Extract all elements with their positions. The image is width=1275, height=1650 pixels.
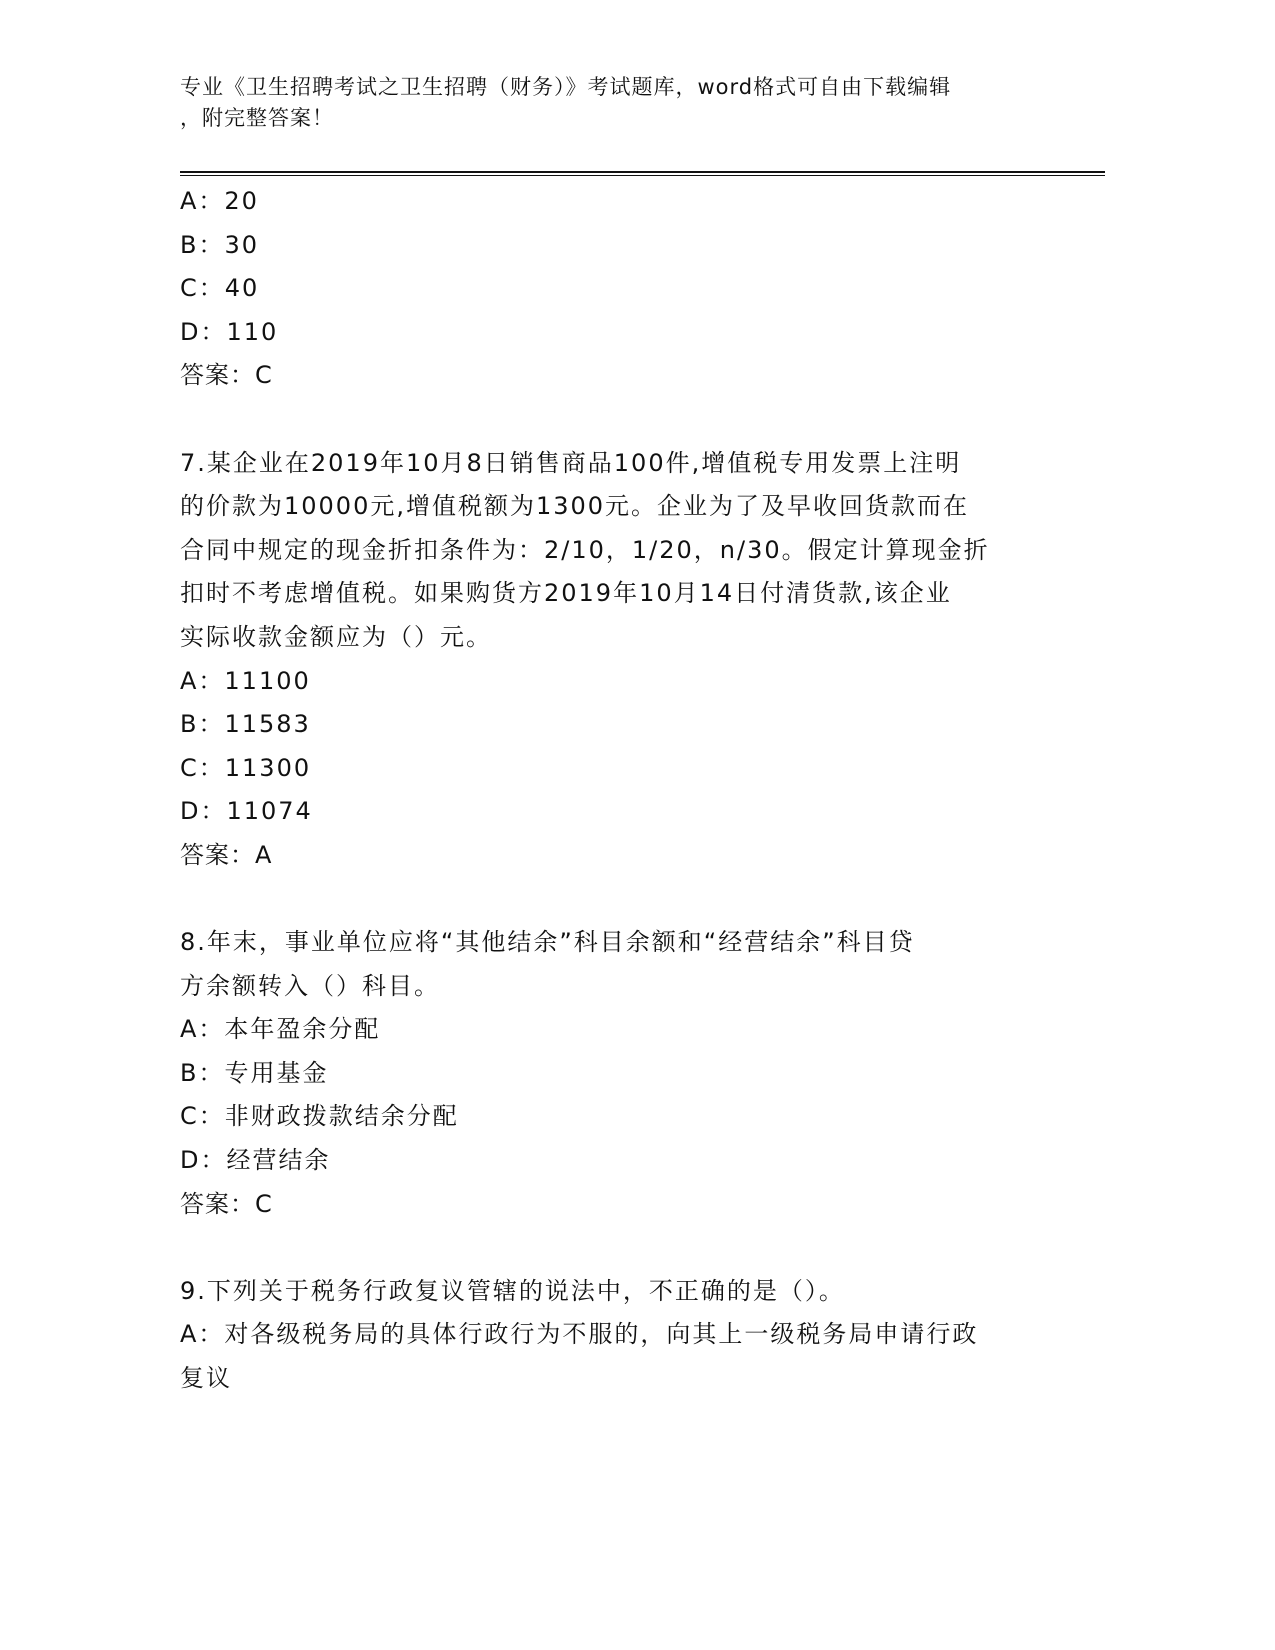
question-6 xyxy=(180,180,1080,398)
question-7 xyxy=(180,442,1080,878)
question-text: 扣时不考虑增值税。如果购货方2019年10月14日付清货款,该企业 xyxy=(180,579,952,608)
question-text: 方余额转入（）科目。 xyxy=(180,971,440,1000)
option: C：非财政拨款结余分配 xyxy=(180,1102,459,1131)
question-8 xyxy=(180,921,1080,1226)
option: D：11074 xyxy=(180,797,313,826)
option: A：11100 xyxy=(180,666,311,695)
option: D：110 xyxy=(180,317,279,346)
option: C：40 xyxy=(180,274,260,303)
option: A：对各级税务局的具体行政行为不服的，向其上一级税务局申请行政 xyxy=(180,1320,979,1349)
question-9 xyxy=(180,1270,1080,1401)
question-text: 7.某企业在2019年10月8日销售商品100件,增值税专用发票上注明 xyxy=(180,448,962,477)
header-line-1: 专业《卫生招聘考试之卫生招聘（财务）》考试题库，word格式可自由下载编辑 xyxy=(180,75,952,99)
question-text: 9.下列关于税务行政复议管辖的说法中，不正确的是（）。 xyxy=(180,1276,845,1305)
option: A：20 xyxy=(180,187,259,215)
header-rule-bottom xyxy=(180,175,1105,176)
option: C：11300 xyxy=(180,753,312,782)
question-text: 实际收款金额应为（）元。 xyxy=(180,622,492,651)
option: B：专用基金 xyxy=(180,1058,329,1087)
option: B：30 xyxy=(180,230,260,259)
question-text: 8.年末，事业单位应将“其他结余”科目余额和“经营结余”科目贷 xyxy=(180,928,915,957)
question-content xyxy=(180,180,1080,1401)
answer: 答案：A xyxy=(180,840,273,869)
option-continued: 复议 xyxy=(180,1364,232,1393)
option: B：11583 xyxy=(180,710,311,739)
option: D：经营结余 xyxy=(180,1146,331,1175)
question-text: 合同中规定的现金折扣条件为：2/10，1/20，n/30。假定计算现金折 xyxy=(180,535,990,564)
header-rule-top xyxy=(180,171,1105,173)
answer: 答案：C xyxy=(180,1189,273,1218)
answer: 答案：C xyxy=(180,361,273,390)
option: A：本年盈余分配 xyxy=(180,1015,381,1044)
document-header xyxy=(180,72,1060,134)
header-line-2: ，附完整答案！ xyxy=(180,106,334,130)
question-text: 的价款为10000元,增值税额为1300元。企业为了及早收回货款而在 xyxy=(180,492,970,521)
